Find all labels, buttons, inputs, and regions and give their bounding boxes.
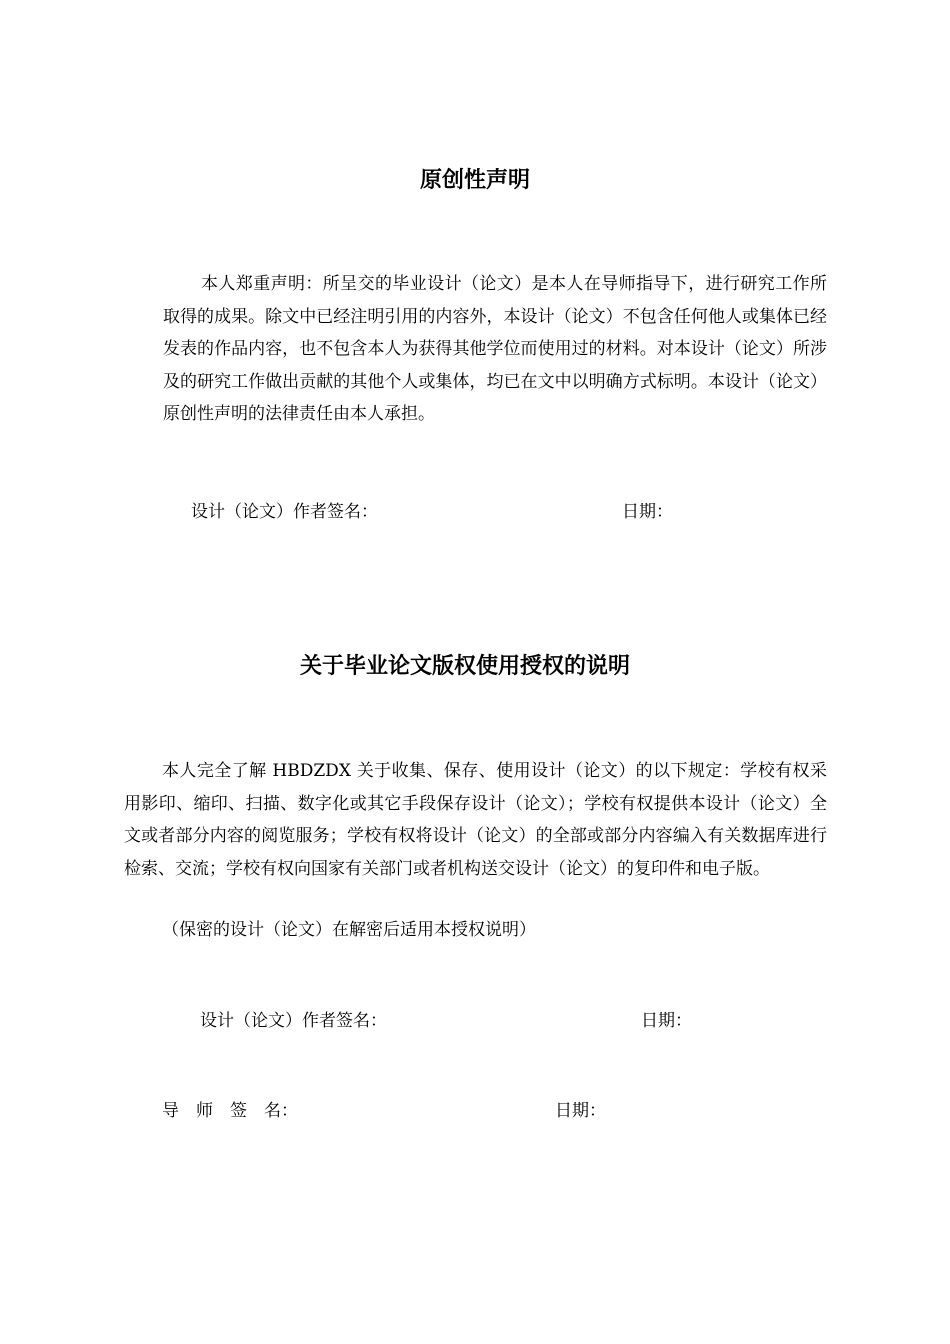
date-label: 日期： — [622, 502, 673, 522]
copyright-statement: 本人完全了解 HBDZDX 关于收集、保存、使用设计（论文）的以下规定：学校有权采用影印、缩印、扫描、数字化或其它手段保存设计（论文）；学校有权提供本设计（论文）全文或者部分内容的阅览服务；学校有权将设计（论文）的全部或部分内容编入有关数据库进行检索、交流；学校有权向国家有关部门或者机构送交设计（论文）的复印件和电子版。 — [124, 761, 827, 879]
copyright-title: 关于毕业论文版权使用授权的说明 — [299, 654, 630, 679]
advisor-signature-label: 导 师 签 名： — [162, 1101, 298, 1121]
originality-statement: 本人郑重声明：所呈交的毕业设计（论文）是本人在导师指导下，进行研究工作所取得的成果。除文中已经注明引用的内容外，本设计（论文）不包含任何他人或集体已经发表的作品内容，也不包含本人为获得其他学位而使用过的材料。对本设计（论文）所涉及的研究工作做出贡献的其他个人或集体，均已在文中以明确方式标明。本设计（论文）原创性声明的法律责任由本人承担。 — [163, 274, 827, 424]
originality-title: 原创性声明 — [419, 168, 530, 193]
author-signature-label: 设计（论文）作者签名： — [200, 1011, 387, 1031]
advisor-date-label: 日期： — [555, 1101, 606, 1121]
date-label: 日期： — [641, 1011, 692, 1031]
confidential-note: （保密的设计（论文）在解密后适用本授权说明） — [162, 920, 536, 940]
author-signature-label: 设计（论文）作者签名： — [191, 502, 378, 522]
